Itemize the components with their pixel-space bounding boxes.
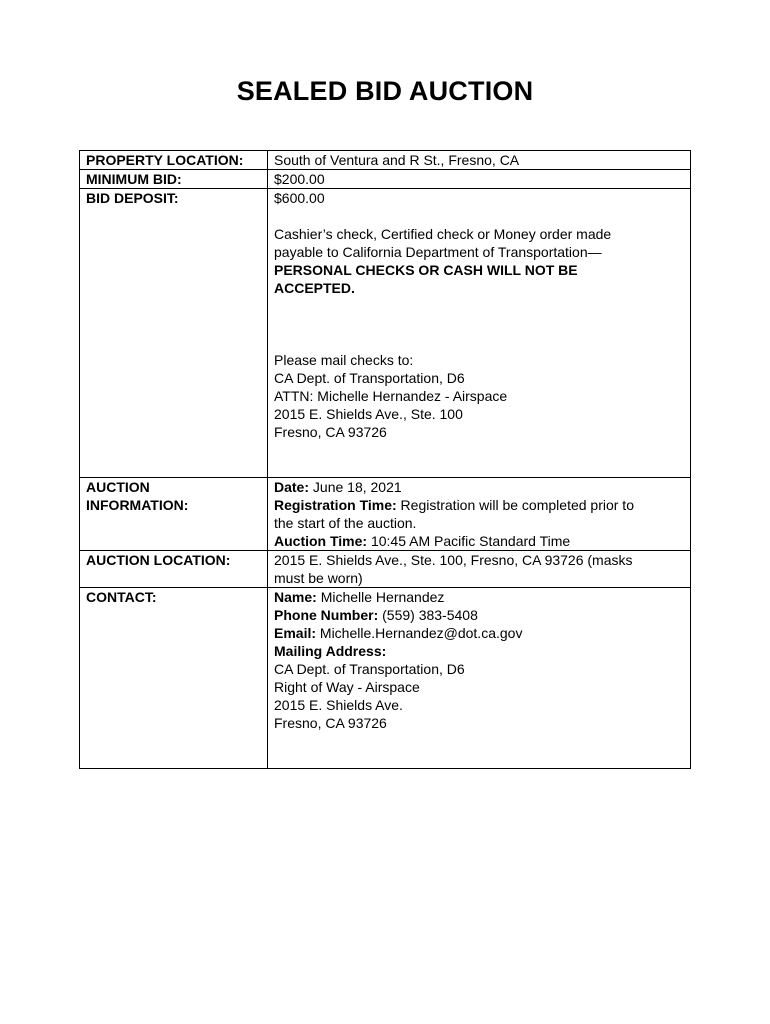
auction-information-label <box>80 478 268 551</box>
auction-date <box>274 478 684 496</box>
mailing-address-label: Mailing Address: <box>274 643 387 659</box>
auction-information-cell <box>268 478 691 551</box>
table-row-contact <box>80 588 691 769</box>
mail-address-line: Fresno, CA 93726 <box>274 424 387 440</box>
auction-time-label: Auction Time: <box>274 533 368 549</box>
mail-address-line: CA Dept. of Transportation, D6 <box>274 370 465 386</box>
mailing-address-line: Right of Way - Airspace <box>274 679 420 695</box>
minimum-bid-value: $200.00 <box>268 170 691 189</box>
contact-email-value: Michelle.Hernandez@dot.ca.gov <box>319 625 523 641</box>
contact-name-label: Name: <box>274 589 317 605</box>
table-row-bid-deposit <box>80 189 691 478</box>
contact-cell <box>268 588 691 769</box>
auction-time <box>274 532 684 550</box>
property-location-label: PROPERTY LOCATION: <box>80 151 268 170</box>
minimum-bid-label: MINIMUM BID: <box>80 170 268 189</box>
mail-address-line: ATTN: Michelle Hernandez - Airspace <box>274 388 508 404</box>
contact-phone-label: Phone Number: <box>274 607 379 623</box>
registration-time-value: Registration will be completed prior to <box>400 497 634 513</box>
bid-deposit-cell <box>268 189 691 478</box>
registration-time-label: Registration Time: <box>274 497 397 513</box>
registration-time-value-cont: the start of the auction. <box>274 515 417 531</box>
mail-checks-intro: Please mail checks to: <box>274 352 414 368</box>
auction-date-value: June 18, 2021 <box>312 479 402 495</box>
contact-phone <box>274 606 684 624</box>
bid-deposit-amount: $600.00 <box>274 190 325 206</box>
property-location-value: South of Ventura and R St., Fresno, CA <box>268 151 691 170</box>
auction-date-label: Date: <box>274 479 310 495</box>
contact-phone-value: (559) 383-5408 <box>382 607 478 623</box>
contact-name-value: Michelle Hernandez <box>320 589 445 605</box>
mailing-address-line: Fresno, CA 93726 <box>274 715 387 731</box>
auction-details-table <box>79 150 691 769</box>
auction-location-label: AUCTION LOCATION: <box>80 551 268 588</box>
mailing-address-line: 2015 E. Shields Ave. <box>274 697 403 713</box>
table-row-auction-location <box>80 551 691 588</box>
page-title: SEALED BID AUCTION <box>236 76 534 106</box>
auction-information-label-line: INFORMATION: <box>86 497 189 513</box>
payment-warning-line: ACCEPTED. <box>274 280 355 296</box>
auction-location-cell <box>268 551 691 588</box>
mail-address-line: 2015 E. Shields Ave., Ste. 100 <box>274 406 463 422</box>
payment-instructions-line: payable to California Department of Transportation— <box>274 244 602 260</box>
contact-name <box>274 588 684 606</box>
auction-information-label-line: AUCTION <box>86 479 150 495</box>
auction-location-value-line: 2015 E. Shields Ave., Ste. 100, Fresno, CA 93726 (masks <box>274 552 633 568</box>
payment-warning-line: PERSONAL CHECKS OR CASH WILL NOT BE <box>274 262 578 278</box>
table-row-minimum-bid <box>80 170 691 189</box>
payment-instructions-line: Cashier’s check, Certified check or Money order made <box>274 226 612 242</box>
table-row-auction-information <box>80 478 691 551</box>
contact-email <box>274 624 684 642</box>
auction-location-value-line: must be worn) <box>274 570 363 586</box>
bid-deposit-label: BID DEPOSIT: <box>80 189 268 478</box>
table-row-property-location <box>80 151 691 170</box>
auction-time-value: 10:45 AM Pacific Standard Time <box>370 533 571 549</box>
mailing-address-line: CA Dept. of Transportation, D6 <box>274 661 465 677</box>
contact-label: CONTACT: <box>80 588 268 769</box>
contact-email-label: Email: <box>274 625 317 641</box>
registration-time <box>274 496 684 514</box>
